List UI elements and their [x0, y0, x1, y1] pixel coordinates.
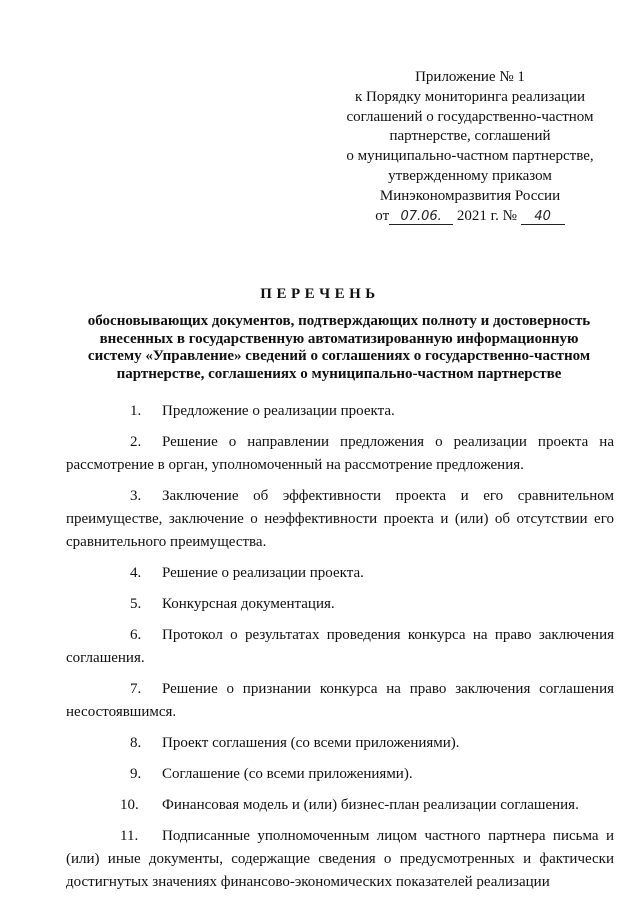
- list-item: [66, 732, 614, 755]
- annex-line: утвержденному приказом: [388, 167, 552, 184]
- annex-line: о муниципально-частном партнерстве,: [346, 148, 594, 165]
- list-item: [66, 624, 614, 670]
- list-item: [66, 825, 614, 894]
- item-text: Протокол о результатах проведения конкурса на право заключения соглашения.: [66, 627, 614, 666]
- item-text: Финансовая модель и (или) бизнес-план реализации соглашения.: [162, 797, 579, 813]
- item-number: 6.: [130, 627, 142, 643]
- handwritten-date: 07.06.: [389, 210, 453, 225]
- annex-block: [330, 68, 610, 226]
- list-item: [66, 794, 614, 817]
- item-text: Конкурсная документация.: [162, 596, 335, 612]
- document-subtitle: [64, 313, 614, 383]
- item-number: 11.: [120, 828, 139, 844]
- item-number: 2.: [130, 434, 142, 450]
- list-item: [66, 562, 614, 585]
- item-number: 4.: [130, 565, 142, 581]
- annex-line: к Порядку мониторинга реализации: [354, 88, 586, 105]
- item-number: 1.: [130, 403, 142, 419]
- list-item: [66, 763, 614, 786]
- documents-list: [66, 400, 614, 902]
- annex-title: Приложение № 1: [415, 69, 525, 85]
- list-item: [66, 678, 614, 724]
- item-text: Решение о направлении предложения о реализации проекта на рассмотрение в орган, уполномоченный на рассмотрение предложения.: [66, 434, 614, 473]
- list-item: [66, 400, 614, 423]
- annex-line: партнерстве, соглашений: [389, 128, 551, 145]
- item-number: 5.: [130, 596, 142, 612]
- year-text: 2021 г. №: [456, 207, 517, 224]
- handwritten-number: 40: [521, 210, 565, 225]
- item-text: Решение о реализации проекта.: [162, 565, 364, 581]
- item-text: Решение о признании конкурса на право заключения соглашения несостоявшимся.: [66, 681, 614, 720]
- item-number: 10.: [120, 797, 139, 813]
- item-number: 7.: [130, 681, 142, 697]
- subtitle-line: обосновывающих документов, подтверждающих полноту и достоверность: [87, 313, 591, 329]
- item-text: Предложение о реализации проекта.: [162, 403, 395, 419]
- list-item: [66, 593, 614, 616]
- annex-date-line: [330, 207, 610, 227]
- document-title: ПЕРЕЧЕНЬ: [260, 286, 380, 302]
- item-text: Соглашение (со всеми приложениями).: [162, 766, 413, 782]
- subtitle-line: внесенных в государственную автоматизированную информационную: [99, 330, 579, 347]
- item-number: 8.: [130, 735, 142, 751]
- item-number: 3.: [130, 488, 142, 504]
- item-text: Подписанные уполномоченным лицом частного партнера письма и (или) иные документы, содержащие сведения о предусмотренных и фактически достигнутых значениях финансово-экономических показателей реализации: [66, 828, 614, 890]
- subtitle-line: партнерстве, соглашениях о муниципально-частном партнерстве: [116, 365, 562, 382]
- list-item: [66, 485, 614, 554]
- date-prefix: от: [375, 207, 390, 224]
- list-item: [66, 431, 614, 477]
- annex-line: Минэкономразвития России: [379, 187, 561, 204]
- annex-line: соглашений о государственно-частном: [346, 108, 594, 125]
- item-text: Проект соглашения (со всеми приложениями).: [162, 735, 460, 751]
- item-number: 9.: [130, 766, 142, 782]
- item-text: Заключение об эффективности проекта и его сравнительном преимуществе, заключение о неэффективности проекта и (или) об отсутствии его сравнительного преимущества.: [66, 488, 614, 550]
- subtitle-line: систему «Управление» сведений о соглашениях о государственно-частном: [87, 348, 591, 364]
